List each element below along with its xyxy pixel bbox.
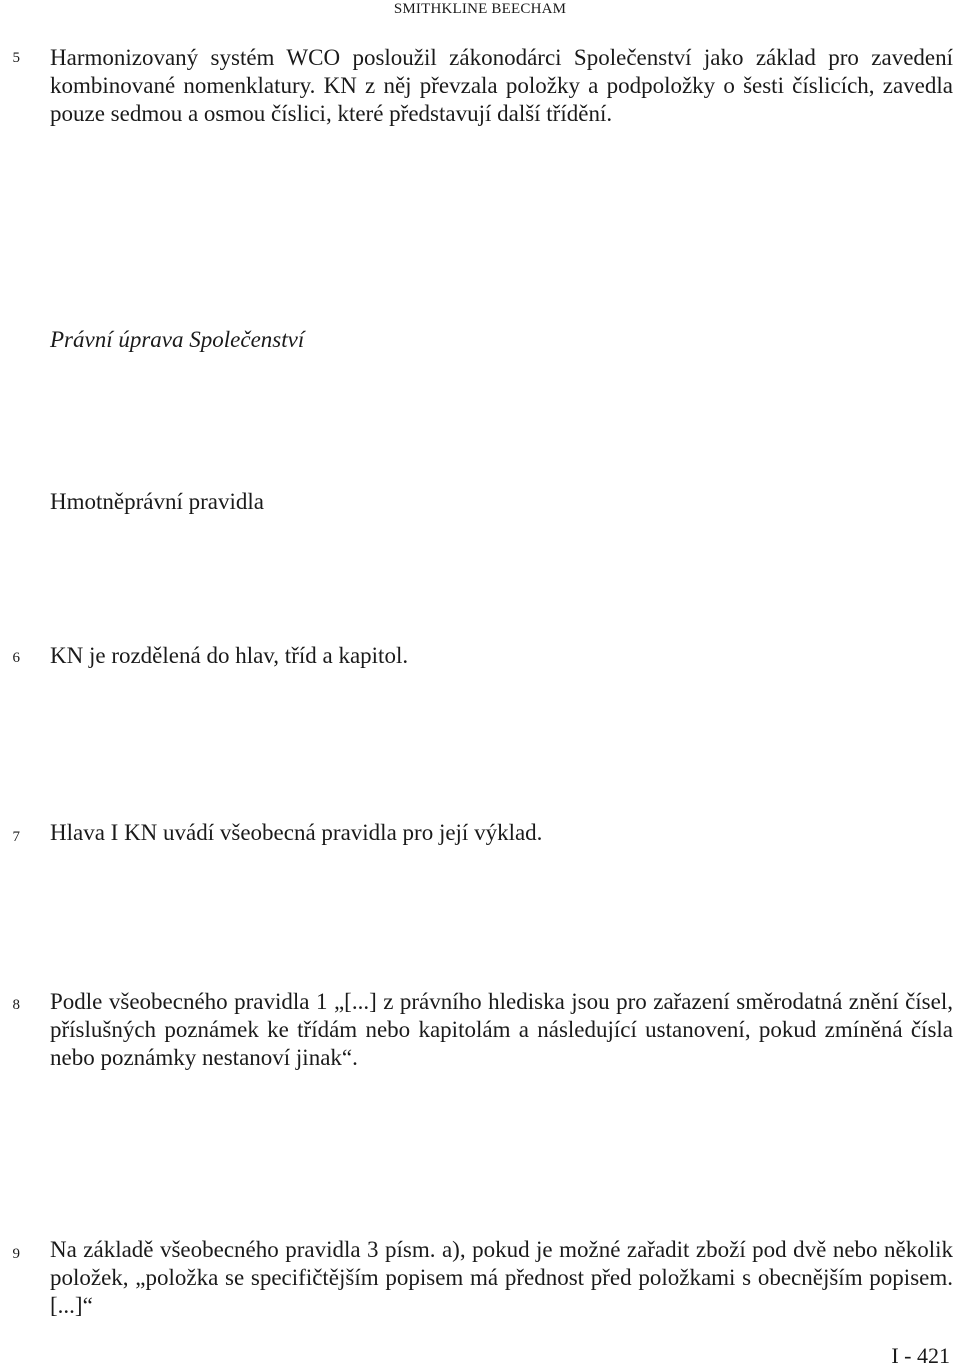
paragraph-text: Hlava I KN uvádí všeobecná pravidla pro její výklad. <box>50 820 543 845</box>
paragraph-text: Harmonizovaný systém WCO posloužil zákonodárci Společenství jako základ pro zavedení kombinované nomenklatury. KN z něj převzala položky a podpoložky o šesti číslicích, zavedla pouze sedmou a osmou číslici, které představují další třídění. <box>50 45 953 126</box>
paragraph-text: Podle všeobecného pravidla 1 „[...] z právního hlediska jsou pro zařazení směrodatná znění čísel, příslušných poznámek ke třídám nebo kapitolám a následující ustanovení, pokud zmíněná čísla nebo poznámky nestanoví jinak“. <box>50 989 953 1070</box>
subsection-heading: Hmotněprávní pravidla <box>50 489 264 514</box>
paragraph-number: 7 <box>12 829 20 845</box>
paragraph-number: 5 <box>12 50 20 66</box>
paragraph-number: 9 <box>12 1246 20 1262</box>
section-heading: Právní úprava Společenství <box>50 327 305 352</box>
paragraph-text: KN je rozdělená do hlav, tříd a kapitol. <box>50 643 409 668</box>
running-header: SMITHKLINE BEECHAM <box>393 1 567 17</box>
page-number: I - 421 <box>891 1343 950 1368</box>
paragraph-text: Na základě všeobecného pravidla 3 písm. a), pokud je možné zařadit zboží pod dvě nebo několik položek, „položka se specifičtějším popisem má přednost před položkami s obecnějším popisem. [...]“ <box>50 1237 953 1318</box>
paragraph-number: 8 <box>12 997 20 1013</box>
paragraph-number: 6 <box>12 650 20 666</box>
